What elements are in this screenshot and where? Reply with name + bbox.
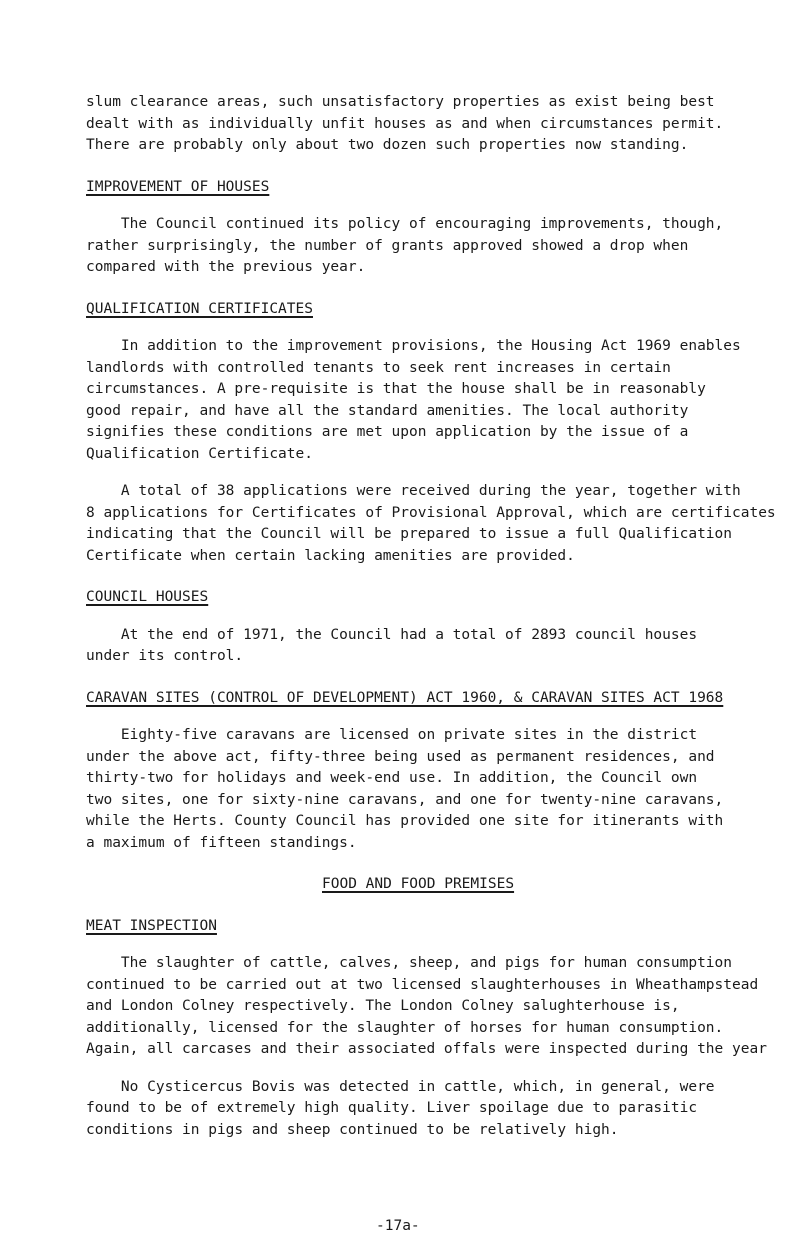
qualification-heading: QUALIFICATION CERTIFICATES: [86, 300, 313, 317]
page-number: -17a-: [376, 1218, 420, 1234]
food-heading: FOOD AND FOOD PREMISES: [322, 876, 515, 892]
meat-heading: MEAT INSPECTION: [86, 917, 217, 934]
council-houses-heading: COUNCIL HOUSES: [86, 589, 209, 605]
qualification-paragraph-2: A total of 38 applications were received during the year, together with 8 applications for Certificates of Provisional Approval, which are certificates indicating that the Council will be prepared to issue a full Qualification Certificate when certain lacking amenities are provided.: [86, 483, 776, 564]
council-houses-paragraph: At the end of 1971, the Council had a total of 2893 council houses under its control.: [86, 626, 698, 664]
intro-paragraph: slum clearance areas, such unsatisfactory properties as exist being best dealt with as individually unfit houses as and when circumstances permit. There are probably only about two dozen such properties now standing.: [86, 94, 724, 153]
meat-paragraph-2: No Cysticercus Bovis was detected in cattle, which, in general, were found to be of extremely high quality. Liver spoilage due to parasitic conditions in pigs and sheep continued to be relatively high.: [86, 1078, 715, 1138]
meat-paragraph-1: The slaughter of cattle, calves, sheep, and pigs for human consumption continued to be carried out at two licensed slaughterhouses in Wheathampstead and London Colney respectively. The London Colney salughterhouse is, additionally, licensed for the slaughter of horses for human consumption. Again, all carcases and their associated offals were inspected during the year: [86, 955, 767, 1057]
improvement-heading: IMPROVEMENT OF HOUSES: [86, 178, 270, 195]
improvement-paragraph: The Council continued its policy of encouraging improvements, though, rather surprisingly, the number of grants approved showed a drop when compared with the previous year.: [86, 216, 724, 275]
caravan-heading: CARAVAN SITES (CONTROL OF DEVELOPMENT) ACT 1960, & CARAVAN SITES ACT 1968: [86, 689, 724, 706]
caravan-paragraph: Eighty-five caravans are licensed on private sites in the district under the above act, fifty-three being used as permanent residences, and thirty-two for holidays and week-end use. In addition, the Council own two sites, one for sixty-nine caravans, and one for twenty-nine caravans, while the Herts. County Council has provided one site for itinerants with a maximum of fifteen standings.: [86, 727, 724, 851]
qualification-paragraph-1: In addition to the improvement provisions, the Housing Act 1969 enables landlords with controlled tenants to seek rent increases in certain circumstances. A pre-requisite is that the house shall be in reasonably good repair, and have all the standard amenities. The local authority signifies these conditions are met upon application by the issue of a Qualification Certificate.: [86, 338, 741, 462]
